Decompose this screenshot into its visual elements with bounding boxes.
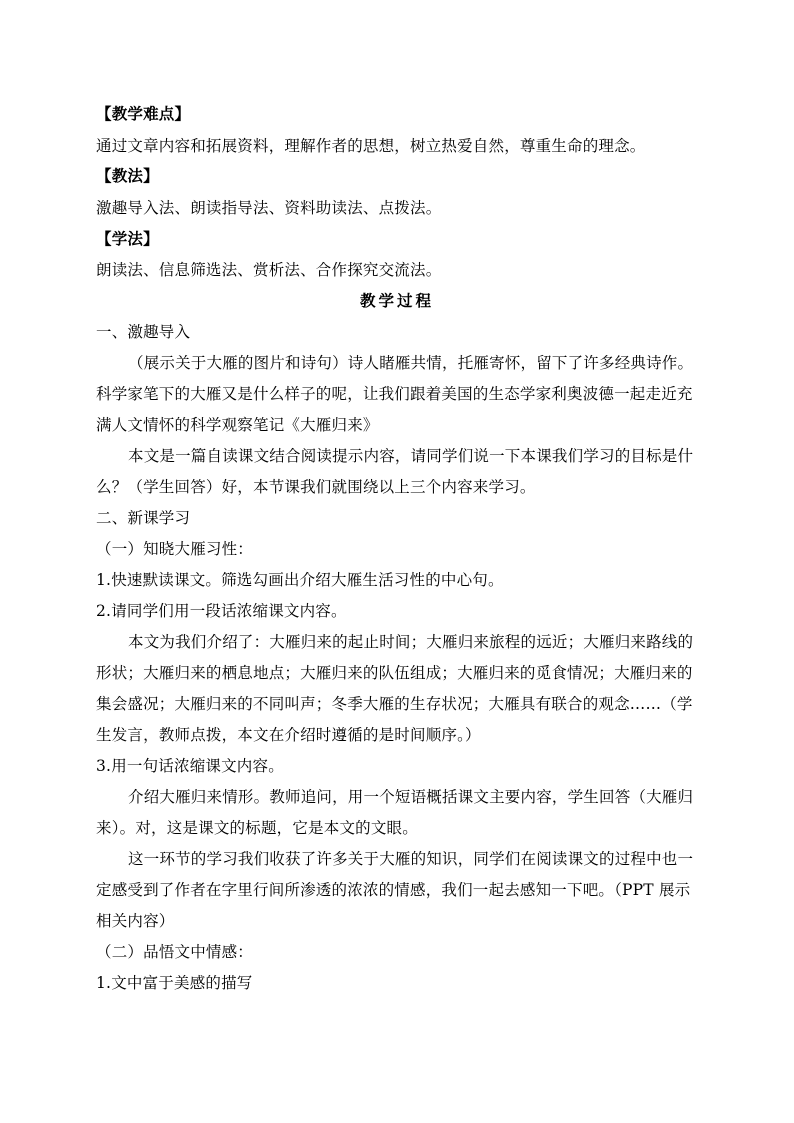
item2: 2.请同学们用一段话浓缩课文内容。 bbox=[96, 602, 347, 620]
item2-answer-line3: 集会盛况；大雁归来的不同叫声；冬季大雁的生存状况；大雁具有联合的观念……（学 bbox=[96, 695, 693, 713]
transition-line1: 这一环节的学习我们收获了许多关于大雁的知识，同学们在阅读课文的过程中也一 bbox=[128, 850, 694, 868]
subsection2-heading: （二）品悟文中情感： bbox=[96, 943, 254, 961]
study-method-heading: 【学法】 bbox=[96, 229, 159, 248]
teaching-process-title: 教学过程 bbox=[359, 291, 434, 310]
teaching-method-heading: 【教法】 bbox=[96, 166, 159, 185]
item3: 3.用一句话浓缩课文内容。 bbox=[96, 757, 284, 775]
part1-paragraph2-line2: 么？（学生回答）好，本节课我们就围绕以上三个内容来学习。 bbox=[96, 478, 536, 496]
part2-heading: 二、新课学习 bbox=[96, 509, 191, 527]
subsection1-heading: （一）知晓大雁习性： bbox=[96, 540, 254, 558]
item1: 1.快速默读课文。筛选勾画出介绍大雁生活习性的中心句。 bbox=[96, 571, 504, 589]
item3-answer-line2: 来）。对，这是课文的标题，它是本文的文眼。 bbox=[96, 819, 418, 837]
item2-answer-line1: 本文为我们介绍了：大雁归来的起止时间；大雁归来旅程的远近；大雁归来路线的 bbox=[128, 633, 694, 651]
part1-paragraph1-line2: 科学家笔下的大雁又是什么样子的呢，让我们跟着美国的生态学家利奥波德一起走近充 bbox=[96, 385, 693, 403]
part1-paragraph1-line3: 满人文情怀的科学观察笔记《大雁归来》 bbox=[96, 416, 379, 434]
teaching-difficulty-heading: 【教学难点】 bbox=[96, 104, 191, 123]
part1-paragraph2-line1: 本文是一篇自读课文结合阅读提示内容，请同学们说一下本课我们学习的目标是什 bbox=[128, 447, 694, 465]
part1-paragraph1-line1: （展示关于大雁的图片和诗句）诗人睹雁共情，托雁寄怀，留下了许多经典诗作。 bbox=[128, 354, 694, 372]
transition-line3: 相关内容） bbox=[96, 912, 175, 930]
part1-heading: 一、激趣导入 bbox=[96, 323, 191, 341]
study-method-text: 朗读法、信息筛选法、赏析法、合作探究交流法。 bbox=[96, 261, 442, 279]
transition-line2: 定感受到了作者在字里行间所渗透的浓浓的情感，我们一起去感知一下吧。（PPT 展示 bbox=[96, 881, 691, 899]
item4: 1.文中富于美感的描写 bbox=[96, 974, 253, 992]
teaching-difficulty-text: 通过文章内容和拓展资料，理解作者的思想，树立热爱自然，尊重生命的理念。 bbox=[96, 137, 646, 155]
item2-answer-line2: 形状；大雁归来的栖息地点；大雁归来的队伍组成；大雁归来的觅食情况；大雁归来的 bbox=[96, 664, 693, 682]
item2-answer-line4: 生发言，教师点拨，本文在介绍时遵循的是时间顺序。） bbox=[96, 726, 481, 744]
teaching-method-text: 激趣导入法、朗读指导法、资料助读法、点拨法。 bbox=[96, 199, 442, 217]
item3-answer-line1: 介绍大雁归来情形。教师追问，用一个短语概括课文主要内容，学生回答（大雁归 bbox=[128, 788, 694, 806]
